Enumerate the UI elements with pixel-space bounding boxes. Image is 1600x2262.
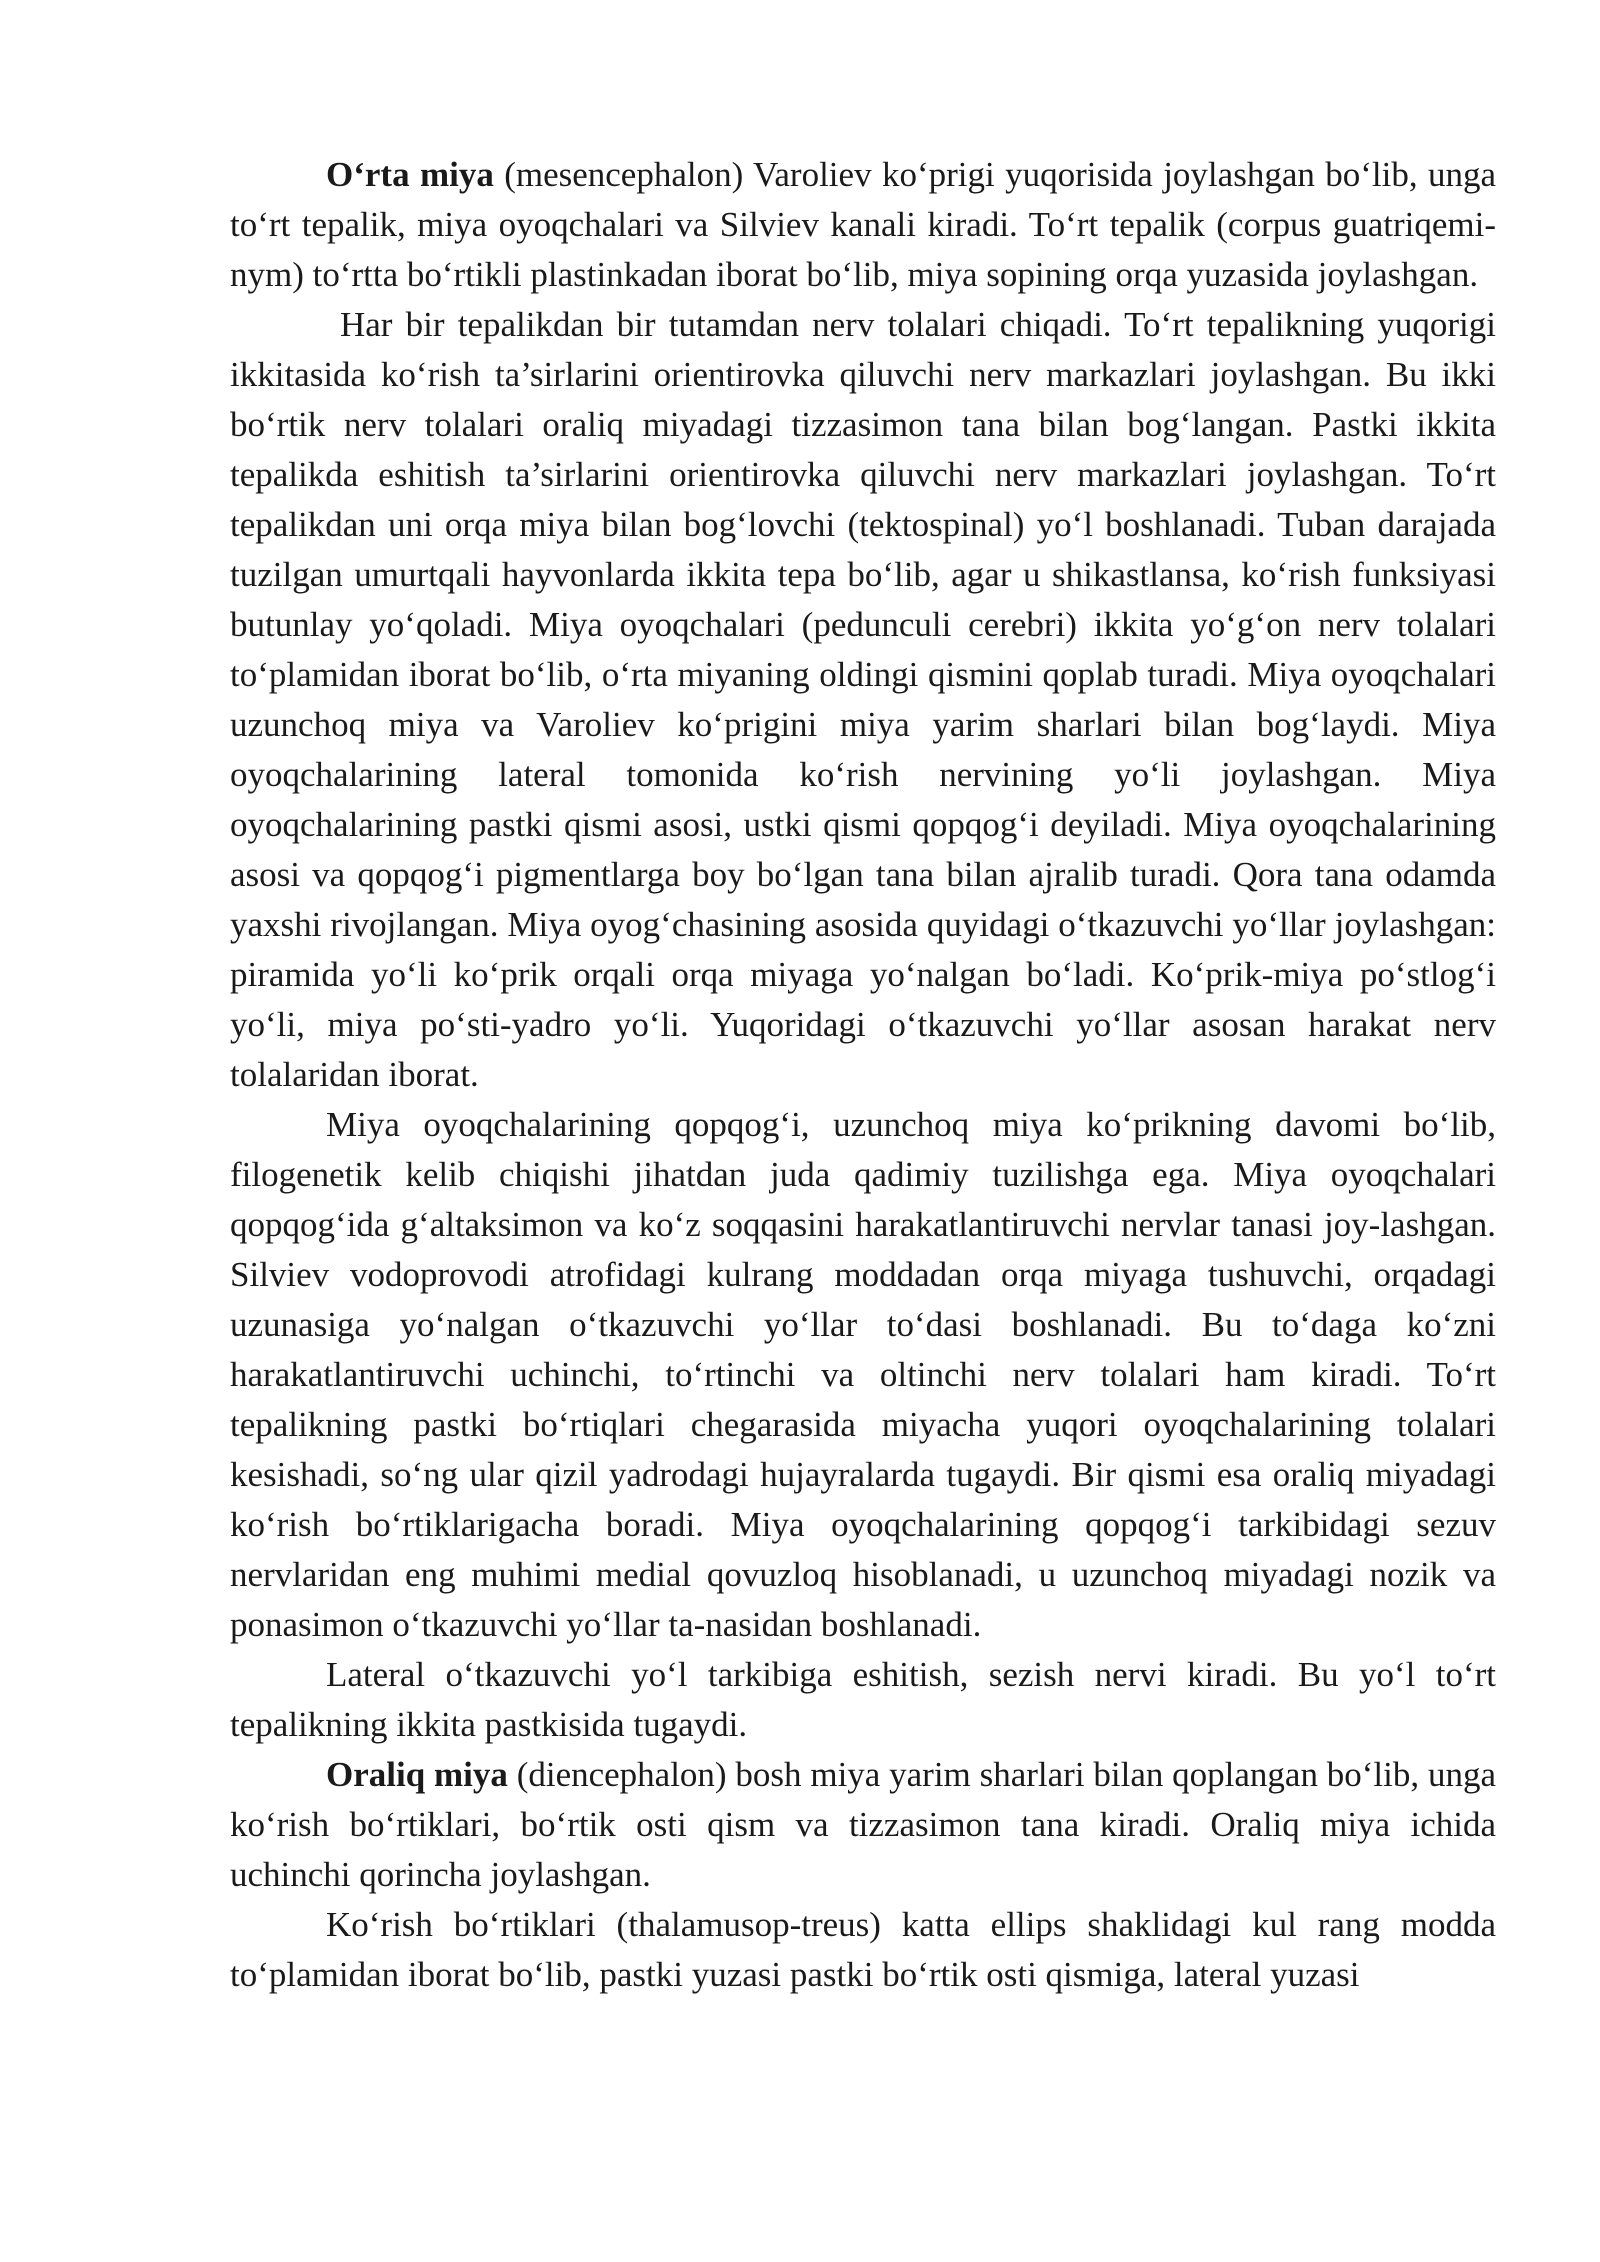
paragraph-lateral [230,1650,1496,1750]
document-page [230,150,1496,2000]
paragraph-text: Lateral o‘tkazuvchi yo‘l tarkibiga eshitish, sezish nervi kiradi. Bu yo‘l to‘rt tepalikning ikkita pastkisida tugaydi. [230,1655,1496,1744]
paragraph-orta-miya [230,150,1496,300]
paragraph-text: Ko‘rish bo‘rtiklari (thalamusop-treus) katta ellips shaklidagi kul rang modda to‘plamidan iborat bo‘lib, pastki yuzasi pastki bo‘rtik osti qismiga, lateral yuzasi [230,1905,1496,1994]
paragraph-qopqog [230,1100,1496,1650]
paragraph-text: Miya oyoqchalarining qopqog‘i, uzunchoq miya ko‘prikning davomi bo‘lib, filogenetik kelib chiqishi jihatdan juda qadimiy tuzilishga ega. Miya oyoqchalari qopqog‘ida g‘altaksimon va ko‘z soqqasini harakatlantiruvchi nervlar tanasi joy-lashgan. Silviev vodoprovodi atrofidagi kulrang moddadan orqa miyaga tushuvchi, orqadagi uzunasiga yo‘nalgan o‘tkazuvchi yo‘llar to‘dasi boshlanadi. Bu to‘daga ko‘zni harakatlantiruvchi uchinchi, to‘rtinchi va oltinchi nerv tolalari ham kiradi. To‘rt tepalikning pastki bo‘rtiqlari chegarasida miyacha yuqori oyoqchalarining tolalari kesishadi, so‘ng ular qizil yadrodagi hujayralarda tugaydi. Bir qismi esa oraliq miyadagi ko‘rish bo‘rtiklarigacha boradi. Miya oyoqchalarining qopqog‘i tarkibidagi sezuv nervlaridan eng muhimi medial qovuzloq hisoblanadi, u uzunchoq miyadagi nozik va ponasimon o‘tkazuvchi yo‘llar ta-nasidan boshlanadi. [230,1105,1496,1644]
term-oraliq-miya: Oraliq miya [326,1755,508,1794]
paragraph-tepalik [230,300,1496,1100]
paragraph-oraliq-miya [230,1750,1496,1900]
term-orta-miya: O‘rta miya [326,155,494,194]
paragraph-text: (diencephalon) bosh miya yarim sharlari bilan qoplangan bo‘lib, unga ko‘rish bo‘rtiklari, bo‘rtik osti qism va tizzasimon tana kiradi. Oraliq miya ichida uchinchi qorincha joylashgan. [230,1755,1496,1894]
paragraph-text: (mesencephalon) Varoliev ko‘prigi yuqorisida joylashgan bo‘lib, unga to‘rt tepalik, miya oyoqchalari va Silviev kanali kiradi. To‘rt tepalik (corpus guatriqemi-nym) to‘rtta bo‘rtikli plastinkadan iborat bo‘lib, miya sopining orqa yuzasida joylashgan. [230,155,1496,294]
paragraph-text: Har bir tepalikdan bir tutamdan nerv tolalari chiqadi. To‘rt tepalikning yuqorigi ikkitasida ko‘rish ta’sirlarini orientirovka qiluvchi nerv markazlari joylashgan. Bu ikki bo‘rtik nerv tolalari oraliq miyadagi tizzasimon tana bilan bog‘langan. Pastki ikkita tepalikda eshitish ta’sirlarini orientirovka qiluvchi nerv markazlari joylashgan. To‘rt tepalikdan uni orqa miya bilan bog‘lovchi (tektospinal) yo‘l boshlanadi. Tuban darajada tuzilgan umurtqali hayvonlarda ikkita tepa bo‘lib, agar u shikastlansa, ko‘rish funksiyasi butunlay yo‘qoladi. Miya oyoqchalari (pedunculi cerebri) ikkita yo‘g‘on nerv tolalari to‘plamidan iborat bo‘lib, o‘rta miyaning oldingi qismini qoplab turadi. Miya oyoqchalari uzunchoq miya va Varoliev ko‘prigini miya yarim sharlari bilan bog‘laydi. Miya oyoqchalarining lateral tomonida ko‘rish nervining yo‘li joylashgan. Miya oyoqchalarining pastki qismi asosi, ustki qismi qopqog‘i deyiladi. Miya oyoqchalarining asosi va qopqog‘i pigmentlarga boy bo‘lgan tana bilan ajralib turadi. Qora tana odamda yaxshi rivojlangan. Miya oyog‘chasining asosida quyidagi o‘tkazuvchi yo‘llar joylashgan: piramida yo‘li ko‘prik orqali orqa miyaga yo‘nalgan bo‘ladi. Ko‘prik-miya po‘stlog‘i yo‘li, miya po‘sti-yadro yo‘li. Yuqoridagi o‘tkazuvchi yo‘llar asosan harakat nerv tolalaridan iborat. [230,305,1496,1094]
paragraph-korish-bortiklari [230,1900,1496,2000]
